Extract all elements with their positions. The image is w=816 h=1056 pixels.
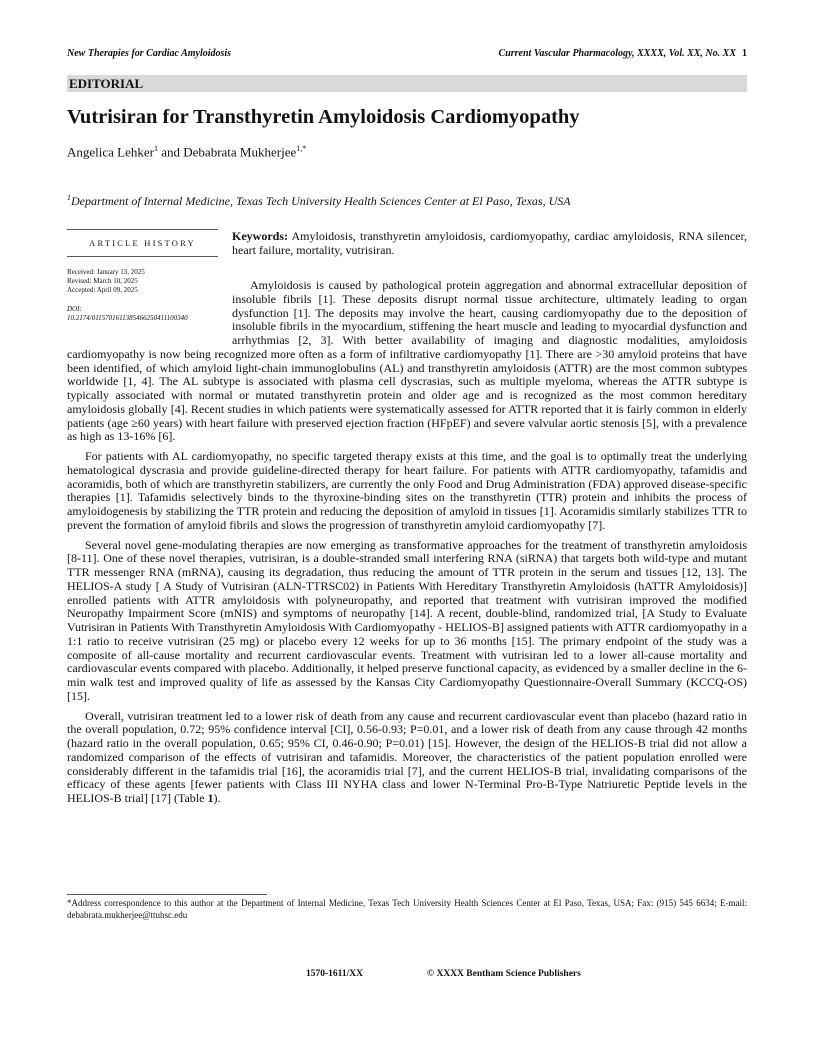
accepted-date: Accepted: April 09, 2025 (67, 286, 138, 294)
keywords (232, 229, 747, 257)
body-paragraph-text: Overall, vutrisiran treatment led to a lower risk of death from any cause and recurrent cardiovascular event than placebo (hazard ratio in the overall population, 0.72; 95% confidence interval [CI], 0.56-0.93; P=0.01, and a lower risk of death from any cause through 42 months (hazard ratio in the overall population, 0.65; 95% CI, 0.46-0.90; P=0.01) [15]. However, the design of the HELIOS-B trial did not allow a randomized comparison of the effects of vutrisiran and tafamidis. Moreover, the characteristics of the patient population enrolled were considerably different in the tafamidis trial [16], the acoramidis trial [7], and the current HELIOS-B trial, invalidating comparisons of the efficacy of these agents [fewer patients with Class III NYHA class and lower N-Terminal Pro-B-Type Natriuretic Peptide levels in the HELIOS-B trial] [17] (Table (67, 708, 747, 805)
doi-link[interactable]: 10.2174/0115701611385466250411100340 (67, 314, 188, 322)
body-paragraph: Amyloidosis is caused by pathological protein aggregation and abnormal extracellular deposition of insoluble fibrils [1]. These deposits disrupt normal tissue architecture, ultimately leading to organ dysfunction [1]. The deposits may involve the heart, causing cardiomyopathy due to the deposition of insoluble fibrils in the myocardium, stiffening the heart muscle and leading to myocardial dysfunction and arrhythmias [2, 3]. With better availability of imaging and diagnostic modalities, amyloidosis cardiomyopathy is now being recognized more often as a form of infiltrative cardiomyopathy [1]. There are >30 amyloid proteins that have been identified, of which amyloid light-chain immunoglobulins (AL) and transthyretin amyloidosis (ATTR) are the most common subtypes worldwide [1, 4]. The AL subtype is associated with plasma cell dyscrasias, such as multiple myeloma, whereas the ATTR subtype is typically associated with normal or mutated transthyretin protein and older age and is recognized as the most common hereditary amyloidosis globally [4]. Recent studies in which patients were systematically assessed for ATTR reported that it is fairly common in elderly patients (age ≥60 years) with heart failure with preserved ejection fraction (HFpEF) and severe valvular aortic stenosis [5], with a prevalence as high as 13-16% [6]. (67, 278, 747, 444)
running-head-journal: Current Vascular Pharmacology, XXXX, Vol. XX, No. XX (498, 48, 736, 59)
revised-date: Revised: March 10, 2025 (67, 277, 138, 285)
body-paragraph: Several novel gene-modulating therapies are now emerging as transformative approaches for the treatment of transthyretin amyloidosis [8-11]. One of these novel therapies, vutrisiran, is a double-stranded small interfering RNA (siRNA) that targets both wild-type and mutant TTR messenger RNA (mRNA), causing its degradation, thus reducing the amount of TTR protein in the serum and tissues [12, 13]. The HELIOS-A study [ A Study of Vutrisiran (ALN-TTRSC02) in Patients With Hereditary Transthyretin Amyloidosis (hATTR Amyloidosis)] enrolled patients with ATTR amyloidosis with polyneuropathy, and reported that treatment with vutrisiran improved the modified Neuropathy Impairment Score (mNIS) and symptoms of neuropathy [14]. A recent, double-blind, randomized trial, [A Study to Evaluate Vutrisiran in Patients With Transthyretin Amyloidosis With Cardiomyopathy - HELIOS-B] assigned patients with ATTR cardiomyopathy in a 1:1 ratio to receive vutrisiran (25 mg) or placebo every 12 weeks for up to 36 months [15]. The primary endpoint of the study was a composite of all-cause mortality and recurrent cardiovascular events. Treatment with vutrisiran led to a lower all-cause mortality and cardiovascular events compared with placebo. Additionally, it helped preserve functional capacity, as evidenced by a smaller decline in the 6-min walk test and improved quality of life as assessed by the Kansas City Cardiomyopathy Questionnaire-Overall Summary (KCCQ-OS) [15]. (67, 537, 747, 703)
author-name: Debabrata Mukherjee (183, 144, 297, 160)
body-paragraph: For patients with AL cardiomyopathy, no specific targeted therapy exists at this time, and the goal is to optimally treat the underlying hematological dyscrasia and provide guideline-directed therapy for heart failure. For patients with ATTR cardiomyopathy, tafamidis and acoramidis, both of which are transthyretin stabilizers, are currently the only Food and Drug Administration (FDA) approved disease-specific therapies [1]. Tafamidis selectively binds to the thyroxine-binding sites on the transthyretin (TTR) protein and inhibits the process of amyloidogenesis by stabilizing the TTR protein and reducing the deposition of amyloid in tissues [1]. Acoramidis similarly stabilizes TTR to prevent the formation of amyloid fibrils and slows the progression of transthyretin amyloid cardiomyopathy [7]. (67, 449, 747, 532)
author-joiner: and (157, 144, 184, 160)
article-title: Vutrisiran for Transthyretin Amyloidosis Cardiomyopathy (67, 106, 580, 128)
correspondence-footnote: *Address correspondence to this author at the Department of Internal Medicine, Texas Tech University Health Sciences Center at El Paso, Texas, USA; Fax: (915) 545 6634; E-mail: debabrata.mukherjee@ttuhsc.edu (67, 898, 747, 920)
received-date: Received: January 13, 2025 (67, 268, 145, 276)
page-number: 1 (742, 48, 747, 59)
issn: 1570-1611/XX (306, 969, 363, 979)
history-column-spacer (67, 279, 232, 335)
table-reference[interactable]: 1 (207, 791, 214, 805)
affiliation-mark: 1 (67, 193, 71, 202)
body-paragraph-tail: ). (213, 791, 221, 805)
affiliation (67, 193, 571, 209)
footnote-rule (67, 894, 267, 895)
author-name: Angelica Lehker (67, 144, 154, 160)
keywords-label: Keywords: (232, 229, 288, 243)
body-paragraph (67, 710, 747, 806)
publisher: © XXXX Bentham Science Publishers (427, 969, 581, 979)
running-head-citation (499, 48, 747, 59)
affiliation-text: Department of Internal Medicine, Texas Tech University Health Sciences Center at El Paso, Texas, USA (71, 194, 571, 208)
doi-label: DOI: (67, 305, 82, 313)
author-list (67, 144, 306, 160)
article-body (67, 279, 747, 812)
keywords-text: Amyloidosis, transthyretin amyloidosis, cardiomyopathy, cardiac amyloidosis, RNA silencer, heart failure, mortality, vutrisiran. (232, 229, 747, 257)
section-label: EDITORIAL (67, 75, 747, 92)
running-head-journal-topic: New Therapies for Cardiac Amyloidosis (67, 48, 232, 59)
author-affiliation-mark: 1 (153, 144, 158, 153)
author-affiliation-mark: 1,* (296, 144, 307, 153)
running-header (67, 48, 747, 62)
article-history-heading: ARTICLE HISTORY (67, 229, 218, 257)
